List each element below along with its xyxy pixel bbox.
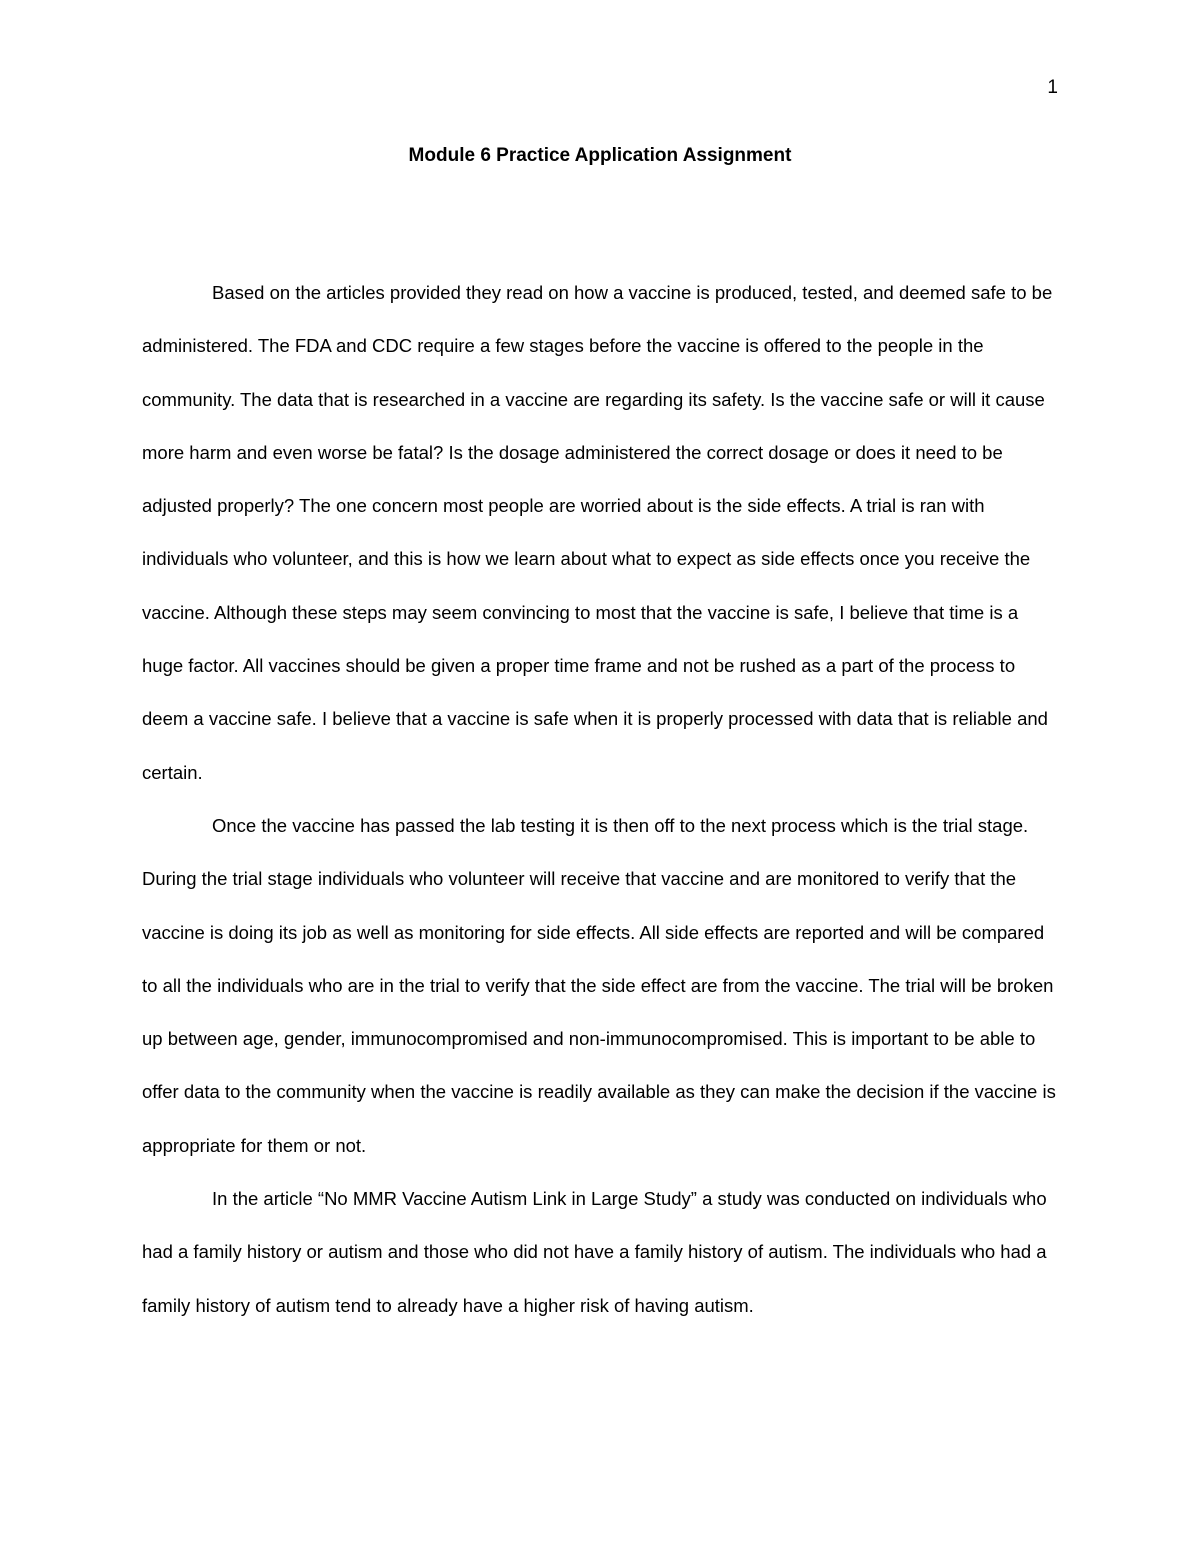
paragraph-1: Based on the articles provided they read on how a vaccine is produced, tested, and deemed safe to be administered. The FDA and CDC require a few stages before the vaccine is offered to the people in the community. The data that is researched in a vaccine are regarding its safety. Is the vaccine safe or will it cause more harm and even worse be fatal? Is the dosage administered the correct dosage or does it need to be adjusted properly? The one concern most people are worried about is the side effects. A trial is ran with individuals who volunteer, and this is how we learn about what to expect as side effects once you receive the vaccine. Although these steps may seem convincing to most that the vaccine is safe, I believe that time is a huge factor. All vaccines should be given a proper time frame and not be rushed as a part of the process to deem a vaccine safe. I believe that a vaccine is safe when it is properly processed with data that is reliable and certain.: [142, 282, 1053, 783]
paragraph-3: In the article “No MMR Vaccine Autism Link in Large Study” a study was conducted on individuals who had a family history or autism and those who did not have a family history of autism. The individuals who had a family history of autism tend to already have a higher risk of having autism.: [142, 1188, 1047, 1316]
document-body: [142, 266, 1058, 1332]
document-title: Module 6 Practice Application Assignment: [408, 145, 792, 166]
paragraph-2: Once the vaccine has passed the lab testing it is then off to the next process which is the trial stage. During the trial stage individuals who volunteer will receive that vaccine and are monitored to verify that the vaccine is doing its job as well as monitoring for side effects. All side effects are reported and will be compared to all the individuals who are in the trial to verify that the side effect are from the vaccine. The trial will be broken up between age, gender, immunocompromised and non-immunocompromised. This is important to be able to offer data to the community when the vaccine is readily available as they can make the decision if the vaccine is appropriate for them or not.: [142, 814, 1056, 1156]
page-number: 1: [1047, 77, 1058, 98]
